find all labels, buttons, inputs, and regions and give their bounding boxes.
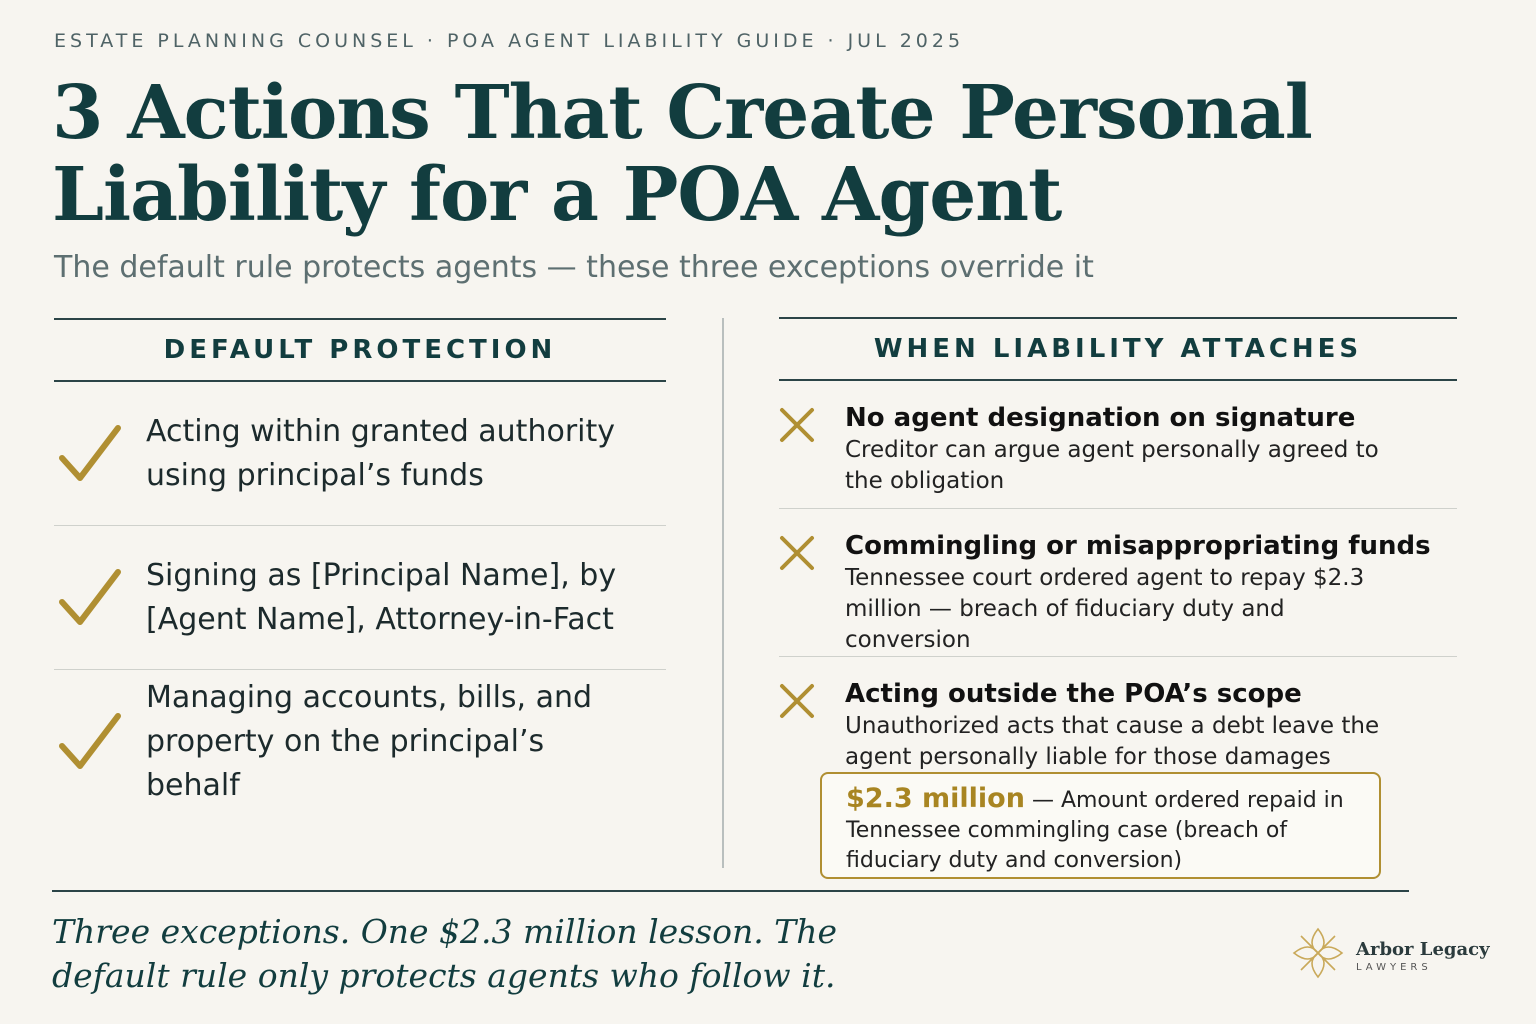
stat-description: — Amount ordered repaid in Tennessee commingling case (breach of fiduciary duty and conversion)	[846, 788, 1344, 873]
stat-amount: $2.3 million	[846, 783, 1025, 814]
protection-item-text: Signing as [Principal Name], by [Agent Name], Attorney-in-Fact	[146, 557, 617, 637]
liability-item-title: No agent designation on signature	[845, 403, 1356, 433]
protection-item-text: Managing accounts, bills, and property on the principal’s behalf	[146, 680, 593, 803]
x-icon	[779, 677, 845, 773]
check-icon	[54, 422, 146, 486]
liability-item-title: Commingling or misappropriating funds	[845, 531, 1431, 561]
liability-item	[779, 381, 1457, 509]
footer-divider	[52, 890, 1409, 892]
check-icon	[54, 566, 146, 630]
liability-item-desc: Unauthorized acts that cause a debt leave the agent personally liable for those damages	[845, 713, 1380, 770]
protection-item	[54, 382, 666, 526]
liability-item	[779, 509, 1457, 657]
logo-subtitle: LAWYERS	[1356, 961, 1432, 973]
liability-column	[779, 317, 1457, 773]
default-protection-heading: DEFAULT PROTECTION	[54, 318, 666, 382]
logo-name: Arbor Legacy	[1356, 938, 1490, 960]
eyebrow: ESTATE PLANNING COUNSEL · POA AGENT LIABILITY GUIDE · JUL 2025	[54, 30, 965, 52]
flower-logo-icon	[1290, 925, 1346, 986]
default-protection-column	[54, 318, 666, 814]
protection-item-text: Acting within granted authority using principal’s funds	[146, 413, 615, 493]
footer-quote: Three exceptions. One $2.3 million lesson. The default rule only protects agents who follow it.	[52, 912, 837, 995]
protection-item	[54, 670, 666, 814]
check-icon	[54, 710, 146, 774]
page-title: 3 Actions That Create Personal Liability for a POA Agent	[52, 70, 1312, 238]
firm-logo	[1290, 925, 1490, 986]
page-subtitle: The default rule protects agents — these three exceptions override it	[54, 250, 1094, 285]
liability-heading: WHEN LIABILITY ATTACHES	[779, 317, 1457, 381]
liability-item-desc: Tennessee court ordered agent to repay $2.3 million — breach of fiduciary duty and conversion	[845, 565, 1365, 653]
column-divider	[722, 318, 724, 868]
protection-item	[54, 526, 666, 670]
x-icon	[779, 529, 845, 656]
liability-item	[779, 657, 1457, 773]
stat-callout	[820, 772, 1381, 879]
liability-item-desc: Creditor can argue agent personally agreed to the obligation	[845, 437, 1379, 494]
liability-item-title: Acting outside the POA’s scope	[845, 679, 1302, 709]
x-icon	[779, 401, 845, 508]
